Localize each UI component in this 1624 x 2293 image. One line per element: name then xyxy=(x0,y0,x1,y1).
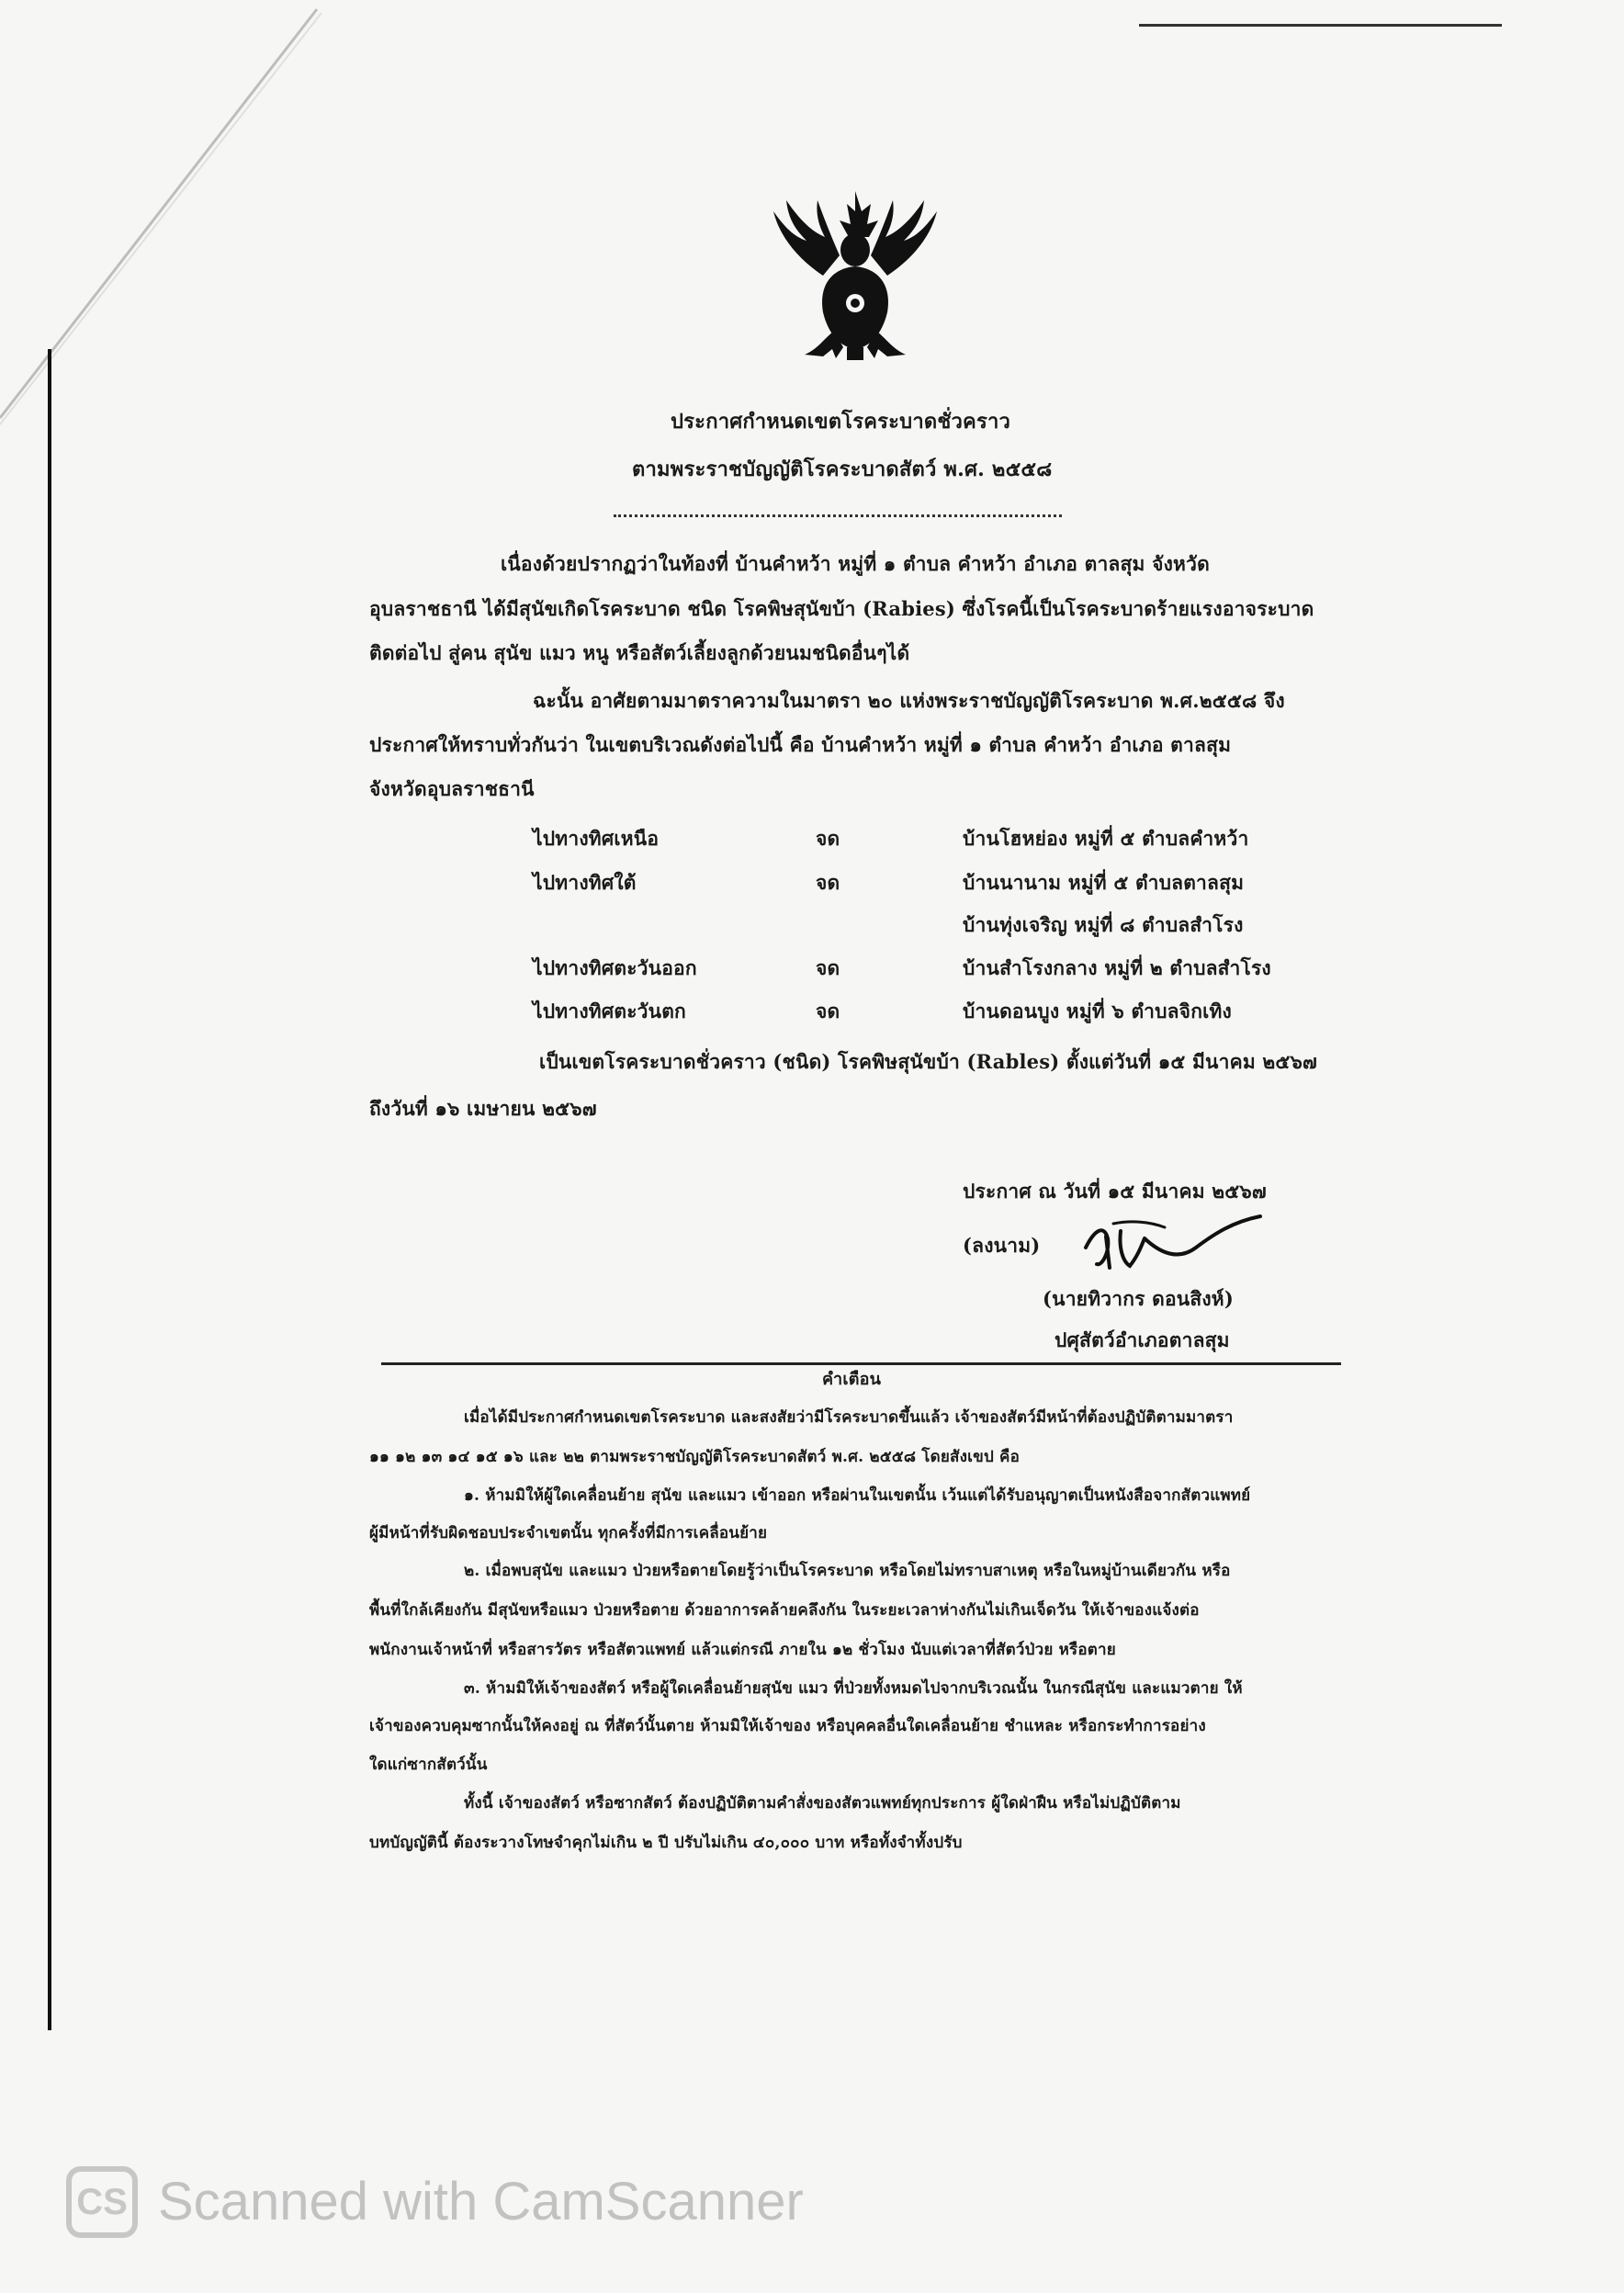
boundary-direction: ไปทางทิศเหนือ xyxy=(533,827,660,850)
warning-divider xyxy=(381,1362,1341,1365)
paragraph-1-line: เนื่องด้วยปรากฏว่าในท้องที่ บ้านคำหว้า หมู่ที่ ๑ ตำบล คำหว้า อำเภอ ตาลสุม จังหวัด xyxy=(501,552,1210,575)
paragraph-1-line: ติดต่อไป สู่คน สุนัข แมว หนู หรือสัตว์เลี้ยงลูกด้วยนมชนิดอื่นๆได้ xyxy=(369,641,910,664)
garuda-emblem-icon xyxy=(768,184,942,363)
paragraph-3-line: เป็นเขตโรคระบาดชั่วคราว (ชนิด) โรคพิษสุนัขบ้า (Rables) ตั้งแต่วันที่ ๑๕ มีนาคม ๒๕๖๗ xyxy=(539,1050,1318,1073)
paragraph-3-line: ถึงวันที่ ๑๖ เมษายน ๒๕๖๗ xyxy=(369,1097,597,1120)
boundary-adjoin: จด xyxy=(816,956,840,979)
boundary-direction: ไปทางทิศตะวันตก xyxy=(533,1000,686,1022)
warning-title: คำเตือน xyxy=(822,1370,882,1389)
boundary-adjoin: จด xyxy=(816,827,840,850)
warning-line: บทบัญญัตินี้ ต้องระวางโทษจำคุกไม่เกิน ๒ ปี ปรับไม่เกิน ๔๐,๐๐๐ บาท หรือทั้งจำทั้งปรับ xyxy=(369,1834,963,1852)
boundary-place: บ้านสำโรงกลาง หมู่ที่ ๒ ตำบลสำโรง xyxy=(963,956,1271,979)
signer-name: (นายทิวากร ดอนสิงห์) xyxy=(1043,1287,1234,1310)
warning-line: ผู้มีหน้าที่รับผิดชอบประจำเขตนั้น ทุกครั้งที่มีการเคลื่อนย้าย xyxy=(369,1524,768,1542)
dotted-divider xyxy=(614,514,1062,517)
warning-line: เจ้าของควบคุมซากนั้นให้คงอยู่ ณ ที่สัตว์นั้นตาย ห้ามมิให้เจ้าของ หรือบุคคลอื่นใดเคลื่อนย้าย ชำแหละ หรือกระทำการอย่าง xyxy=(369,1717,1206,1735)
title-line-1: ประกาศกำหนดเขตโรคระบาดชั่วคราว xyxy=(671,410,1011,434)
signed-label: (ลงนาม) xyxy=(963,1234,1041,1257)
warning-line: ๑๑ ๑๒ ๑๓ ๑๔ ๑๕ ๑๖ และ ๒๒ ตามพระราชบัญญัติโรคระบาดสัตว์ พ.ศ. ๒๕๕๘ โดยสังเขป คือ xyxy=(369,1448,1021,1466)
warning-line: พื้นที่ใกล้เคียงกัน มีสุนัขหรือแมว ป่วยหรือตาย ด้วยอาการคล้ายคลึงกัน ในระยะเวลาห่างกันไม่เกินเจ็ดวัน ให้เจ้าของแจ้งต่อ xyxy=(369,1601,1200,1620)
warning-line: ใดแก่ซากสัตว์นั้น xyxy=(369,1756,488,1774)
boundary-place: บ้านทุ่งเจริญ หมู่ที่ ๘ ตำบลสำโรง xyxy=(963,913,1244,936)
paragraph-1-line: อุบลราชธานี ได้มีสุนัขเกิดโรคระบาด ชนิด โรคพิษสุนัขบ้า (Rabies) ซึ่งโรคนี้เป็นโรคระบาดร้ายแรงอาจระบาด xyxy=(369,597,1314,620)
warning-line: ๓. ห้ามมิให้เจ้าของสัตว์ หรือผู้ใดเคลื่อนย้ายสุนัข แมว ที่ป่วยทั้งหมดไปจากบริเวณนั้น ในกรณีสุนัข และแมวตาย ให้ xyxy=(464,1679,1243,1698)
boundary-direction: ไปทางทิศใต้ xyxy=(533,871,637,894)
paragraph-2-line: จังหวัดอุบลราชธานี xyxy=(369,777,535,800)
boundary-place: บ้านนานาม หมู่ที่ ๕ ตำบลตาลสุม xyxy=(963,871,1245,894)
camscanner-logo-icon: CS xyxy=(66,2166,138,2238)
scan-edge-line xyxy=(48,349,51,2030)
warning-line: เมื่อได้มีประกาศกำหนดเขตโรคระบาด และสงสัยว่ามีโรคระบาดขึ้นแล้ว เจ้าของสัตว์มีหน้าที่ต้องปฏิบัติตามมาตรา xyxy=(464,1408,1234,1427)
paragraph-2-line: ประกาศให้ทราบทั่วกันว่า ในเขตบริเวณดังต่อไปนี้ คือ บ้านคำหว้า หมู่ที่ ๑ ตำบล คำหว้า อำเภอ ตาลสุม xyxy=(369,733,1232,756)
title-line-2: ตามพระราชบัญญัติโรคระบาดสัตว์ พ.ศ. ๒๕๕๘ xyxy=(632,457,1053,481)
boundary-direction: ไปทางทิศตะวันออก xyxy=(533,956,697,979)
scan-top-line xyxy=(1139,24,1502,27)
handwritten-signature xyxy=(1077,1211,1265,1280)
boundary-adjoin: จด xyxy=(816,1000,840,1022)
boundary-adjoin: จด xyxy=(816,871,840,894)
camscanner-watermark: Scanned with CamScanner xyxy=(158,2172,804,2231)
boundary-place: บ้านโฮหย่อง หมู่ที่ ๕ ตำบลคำหว้า xyxy=(963,827,1249,850)
warning-line: ทั้งนี้ เจ้าของสัตว์ หรือซากสัตว์ ต้องปฏิบัติตามคำสั่งของสัตวแพทย์ทุกประการ ผู้ใดฝ่าฝืน หรือไม่ปฏิบัติตาม xyxy=(464,1794,1181,1813)
signer-position: ปศุสัตว์อำเภอตาลสุม xyxy=(1054,1328,1230,1351)
boundary-place: บ้านดอนบูง หมู่ที่ ๖ ตำบลจิกเทิง xyxy=(963,1000,1232,1022)
warning-line: ๑. ห้ามมิให้ผู้ใดเคลื่อนย้าย สุนัข และแมว เข้าออก หรือผ่านในเขตนั้น เว้นแต่ได้รับอนุญาตเป็นหนังสือจากสัตวแพทย์ xyxy=(464,1486,1251,1505)
paragraph-2-line: ฉะนั้น อาศัยตามมาตราความในมาตรา ๒๐ แห่งพระราชบัญญัติโรคระบาด พ.ศ.๒๕๕๘ จึง xyxy=(533,689,1285,712)
warning-line: พนักงานเจ้าหน้าที่ หรือสารวัตร หรือสัตวแพทย์ แล้วแต่กรณี ภายใน ๑๒ ชั่วโมง นับแต่เวลาที่สัตว์ป่วย หรือตาย xyxy=(369,1641,1116,1659)
announce-date: ประกาศ ณ วันที่ ๑๕ มีนาคม ๒๕๖๗ xyxy=(963,1180,1267,1203)
warning-line: ๒. เมื่อพบสุนัข และแมว ป่วยหรือตายโดยรู้ว่าเป็นโรคระบาด หรือโดยไม่ทราบสาเหตุ หรือในหมู่บ้านเดียวกัน หรือ xyxy=(464,1562,1231,1580)
